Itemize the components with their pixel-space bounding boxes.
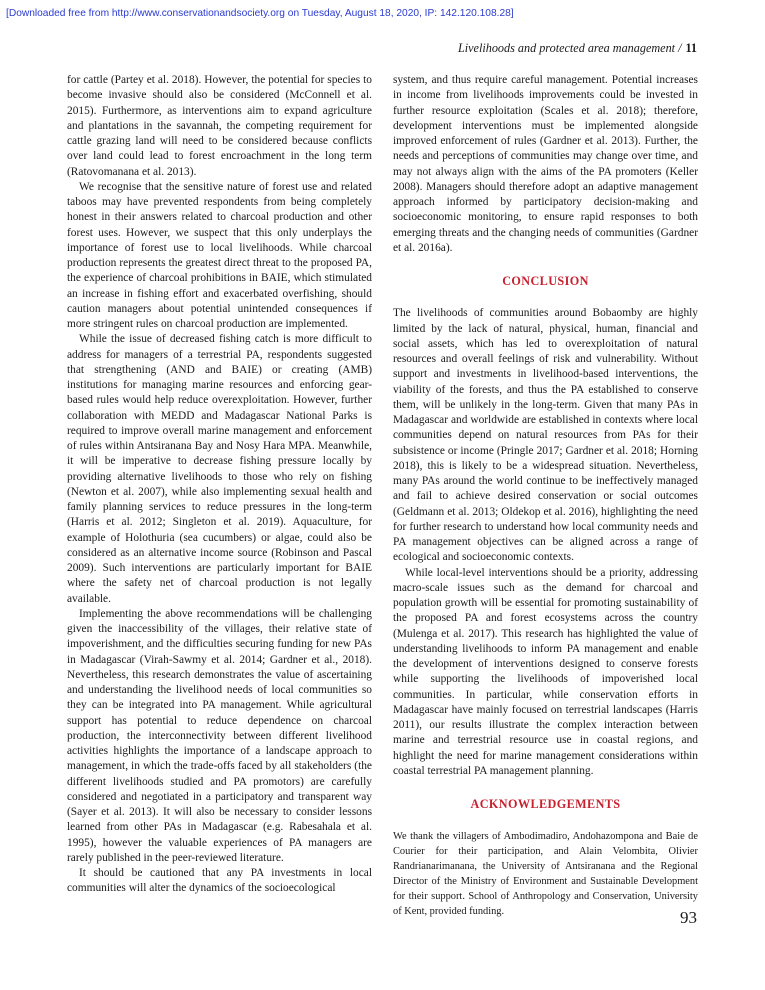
left-column: [67, 73, 372, 897]
paragraph: While local-level interventions should be a priority, addressing macro-scale issues such as the demand for charcoal and population growth will be essential for promoting sustainability of the proposed PA and forest ecosystems across the country (Mulenga et al. 2017). This research has highlighted the value of understanding livelihoods to inform PA management and enable the development of interventions designed to conserve forests while supporting the livelihoods of impoverished local communities. In particular, while conservation efforts in Madagascar have mainly focused on terrestrial landscapes (Harris 2011), our results illustrate the complex interaction between marine and terrestrial resource use in coastal regions, and highlight the need for marine management considerations within coastal terrestrial PA management planning.: [393, 566, 698, 777]
acknowledgements-heading: ACKNOWLEDGEMENTS: [470, 797, 621, 811]
paragraph: It should be cautioned that any PA investments in local communities will alter the dynamics of the socioecological: [67, 867, 372, 895]
page-number: 93: [680, 908, 697, 927]
running-header-page: 11: [685, 41, 697, 55]
conclusion-heading: CONCLUSION: [502, 274, 589, 288]
paragraph: The livelihoods of communities around Bobaomby are highly limited by the lack of natural, physical, human, financial and social assets, which has led to overexploitation of natural resources and overall feelings of risk and vulnerability. Without support and investments in livelihood-based interventions, the viability of the forests, and thus the PA established to conserve them, will be unlikely in the long-term. Given that many PAs in Madagascar and worldwide are established in contexts where local communities depend on natural resources from PAs for their subsistence or income (Pringle 2017; Gardner et al. 2018; Horning 2018), this is likely to be a widespread situation. Nevertheless, many PAs around the world continue to be ineffectively managed and fail to achieve desired conservation or social outcomes (Geldmann et al. 2013; Oldekop et al. 2016), highlighting the need for further research to understand how local community needs and PA management objectives can be aligned across a range of ecological and socioeconomic contexts.: [393, 307, 698, 564]
paragraph: We recognise that the sensitive nature of forest use and related taboos may have prevented respondents from being completely honest in their answers related to charcoal production and other forest uses. However, we suspect that this only underplays the importance of forest use to local livelihoods. While charcoal production represents the greatest direct threat to the proposed PA, the experience of charcoal prohibitions in BAIE, which stimulated an increase in fishing effort and exacerbated overfishing, should caution managers about potential unintended consequences if more stringent rules on charcoal production are implemented.: [67, 180, 372, 330]
running-header: [458, 41, 697, 56]
running-header-title: Livelihoods and protected area management /: [457, 41, 682, 55]
acknowledgements-text: We thank the villagers of Ambodimadiro, Andohazompona and Baie de Courier for their participation, and Alain Velombita, Olivier Randrianarimanana, the University of Antsiranana and the Regional Director of the Ministry of Environment and Sustainable Development for their support. School of Anthropology and Conservation, University of Kent, provided funding.: [393, 831, 698, 918]
paragraph: for cattle (Partey et al. 2018). However, the potential for species to become invasive should also be considered (McConnell et al. 2015). Furthermore, as interventions aim to expand agriculture and plantations in the savannah, the competing requirement for cattle grazing land will need to be considered because conflicts over land could lead to forest encroachment in the long term (Ratovomanana et al. 2013).: [67, 74, 372, 178]
paragraph: system, and thus require careful management. Potential increases in income from livelihoods improvements could be invested in further resource exploitation (Scales et al. 2018); therefore, development interventions must be implemented alongside improved enforcement of rules (Gardner et al. 2013). Further, the needs and perceptions of communities may change over time, and may not always align with the aims of the PA promoters (Keller 2008). Managers should therefore adopt an adaptive management approach informed by participatory decision-making and socioeconomic monitoring, to ensure rapid responses to both emerging threats and the changing needs of communities (Gardner et al. 2016a).: [393, 74, 698, 254]
paragraph: While the issue of decreased fishing catch is more difficult to address for managers of a terrestrial PA, respondents suggested that strengthening (AND and BAIE) or creating (AMB) institutions for managing marine resources and enforcing gear-based rules would help reduce overexploitation. However, further collaboration with MEDD and Madagascar National Parks is required to improve overall marine management and enforcement of rules within Antsiranana Bay and Nosy Hara MPA. Meanwhile, it will be imperative to decrease fishing pressure locally by providing alternative livelihoods to those who rely on fishing (Newton et al. 2007), while also implementing sexual health and family planning services to reduce pressures in the long-term (Harris et al. 2012; Singleton et al. 2019). Aquaculture, for example of Holothuria (sea cucumbers) or algae, could also be considered as an alternative income source (Robinson and Pascal 2009). Such interventions are particularly important for BAIE where the safety net of charcoal production is not legally available.: [67, 333, 372, 605]
right-column: [393, 73, 698, 919]
paragraph: Implementing the above recommendations will be challenging given the inaccessibility of the villages, their relative state of impoverishment, and the difficulties securing funding for new PAs in Madagascar (Virah-Sawmy et al. 2014; Gardner et al., 2018). Nevertheless, this research demonstrates the value of ascertaining and understanding the livelihood needs of local communities so they can be integrated into PA management. While agricultural support has potential to reduce dependence on charcoal production, the interconnectivity between different livelihood activities highlights the importance of a landscape approach to management, in which the trade-offs faced by all stakeholders (the different livelihoods studied and PA promotors) are carefully considered and negotiated in a participatory and transparent way (Sayer et al. 2013). It will also be necessary to consider lessons learned from other PAs in Madagascar (e.g. Rabesahala et al. 1995), however the valuable experiences of PA managers are rarely published in the peer-reviewed literature.: [67, 607, 372, 864]
download-banner: [Downloaded free from http://www.conservationandsociety.org on Tuesday, August 18, 2020, IP: 142.120.108.28]: [6, 8, 514, 19]
